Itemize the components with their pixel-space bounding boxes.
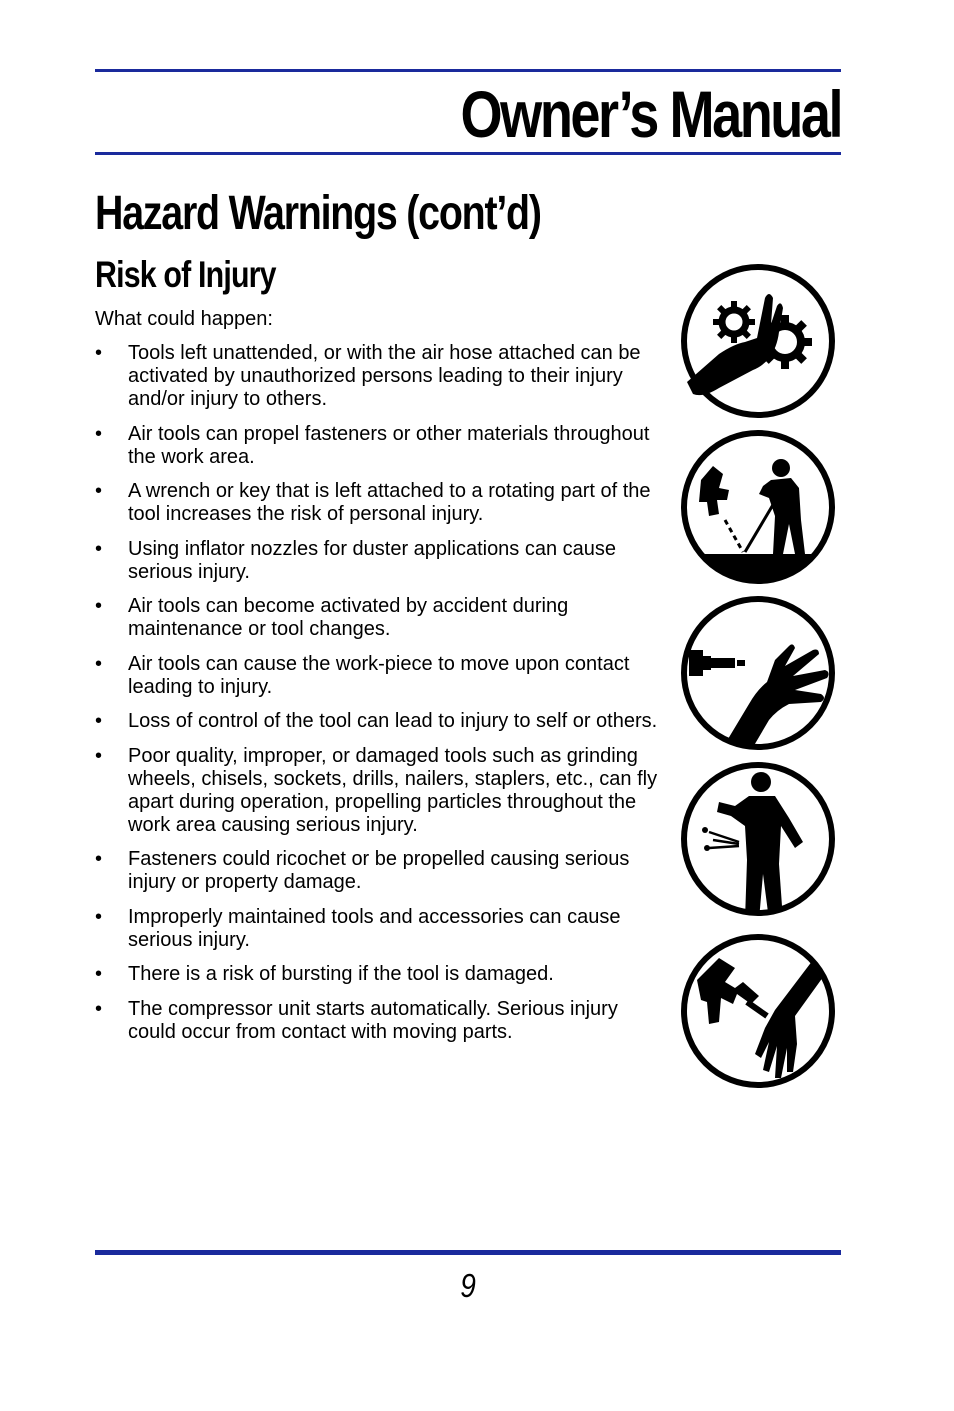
bullet: • (95, 997, 103, 1020)
bullet: • (95, 744, 103, 767)
section-title: Hazard Warnings (cont’d) (95, 187, 541, 240)
hazard-text: There is a risk of bursting if the tool is damaged. (128, 963, 554, 985)
hazard-text: Air tools can cause the work-piece to move upon contact leading to injury. (128, 652, 630, 698)
manual-title: Owner’s Manual (460, 77, 841, 151)
bullet: • (95, 710, 103, 732)
bullet: • (95, 537, 103, 560)
bullet: • (95, 905, 103, 928)
list-item (95, 963, 665, 986)
list-item (95, 998, 665, 1044)
list-item (95, 480, 665, 526)
list-item (95, 848, 665, 894)
bullet: • (95, 422, 103, 445)
list-item (95, 710, 665, 733)
hazard-text: Loss of control of the tool can lead to injury to self or others. (128, 710, 658, 732)
flying-particles-person-icon (679, 760, 837, 918)
hazard-text: Air tools can propel fasteners or other materials throughout the work area. (128, 422, 650, 468)
subsection-title: Risk of Injury (95, 254, 276, 295)
hazard-text: Poor quality, improper, or damaged tools such as grinding wheels, chisels, sockets, drills, nailers, staplers, etc., can fly apart during operation, propelling particles throughout the work area causing serious injury. (128, 744, 658, 836)
hazard-text: A wrench or key that is left attached to a rotating part of the tool increases the risk of personal injury. (128, 480, 651, 525)
hand-drill-injury-icon (679, 594, 837, 752)
list-item (95, 745, 665, 837)
list-item (95, 342, 665, 411)
footer-rule (95, 1250, 841, 1255)
bullet: • (95, 963, 103, 985)
page-number: 9 (460, 1267, 476, 1304)
hand-entanglement-gears-icon (679, 262, 837, 420)
hazard-list (95, 342, 665, 1055)
hazard-text: Using inflator nozzles for duster applications can cause serious injury. (128, 537, 617, 583)
header-bottom-rule (95, 152, 841, 155)
intro-text: What could happen: (95, 308, 273, 330)
hazard-text: Fasteners could ricochet or be propelled causing serious injury or property damage. (128, 848, 630, 893)
bullet: • (95, 342, 103, 364)
list-item (95, 538, 665, 584)
bullet: • (95, 480, 103, 502)
flying-fastener-person-icon (679, 428, 837, 586)
nailer-hand-puncture-icon (679, 932, 837, 1090)
hazard-text: Improperly maintained tools and accessories can cause serious injury. (128, 905, 621, 951)
bullet: • (95, 848, 103, 870)
list-item (95, 653, 665, 699)
header-top-rule (95, 69, 841, 72)
hazard-text: Air tools can become activated by accident during maintenance or tool changes. (128, 595, 569, 640)
list-item (95, 595, 665, 641)
hazard-text: The compressor unit starts automatically. Serious injury could occur from contact with moving parts. (128, 997, 618, 1043)
list-item (95, 423, 665, 469)
bullet: • (95, 652, 103, 675)
list-item (95, 906, 665, 952)
hazard-text: Tools left unattended, or with the air hose attached can be activated by unauthorized persons leading to their injury and/or injury to others. (128, 342, 641, 410)
bullet: • (95, 595, 103, 617)
